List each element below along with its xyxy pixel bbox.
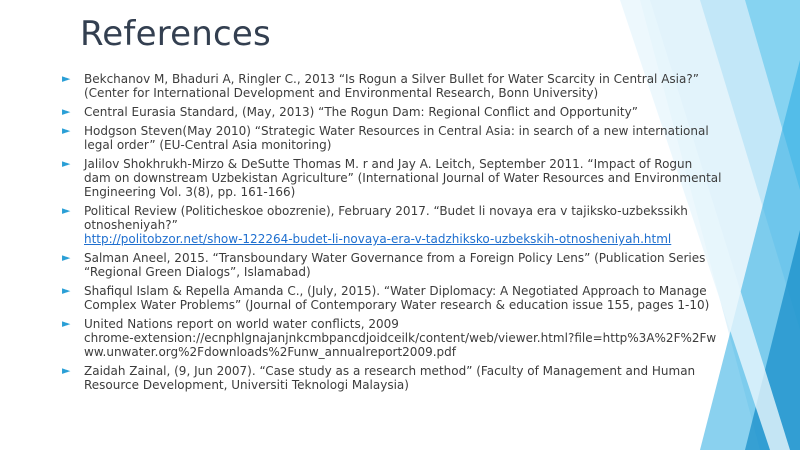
arrow-bullet-icon: ► — [62, 124, 71, 137]
reference-item — [60, 251, 750, 279]
reference-item — [60, 124, 750, 152]
reference-text: United Nations report on world water conflicts, 2009 chrome-extension://ecnphlgnajanjnkcmbpancdjoidceilk/content/web/viewer.html?file=http%3A%2F%2Fw ww.unwater.org%2Fdownloads%2Funw_annualreport2009.pdf — [84, 317, 717, 359]
references-list — [60, 72, 750, 397]
arrow-bullet-icon: ► — [62, 105, 71, 118]
reference-text: Salman Aneel, 2015. “Transboundary Water Governance from a Foreign Policy Lens” (Publication Series “Regional Green Dialogs”, Islamabad) — [84, 251, 706, 279]
reference-item — [60, 284, 750, 312]
reference-item — [60, 72, 750, 100]
reference-text: Shafiqul Islam & Repella Amanda C., (July, 2015). “Water Diplomacy: A Negotiated Approach to Manage Complex Water Problems” (Journal of Contemporary Water research & education issue 155, pages 1-10) — [84, 284, 710, 312]
reference-text: Jalilov Shokhrukh-Mirzo & DeSutte Thomas M. r and Jay A. Leitch, September 2011. “Impact of Rogun dam on downstream Uzbekistan Agriculture” (International Journal of Water Resources and Environmental Engineering Vol. 3(8), pp. 161-166) — [84, 157, 722, 199]
reference-item — [60, 157, 750, 199]
arrow-bullet-icon: ► — [62, 284, 71, 297]
reference-text: Central Eurasia Standard, (May, 2013) “The Rogun Dam: Regional Conflict and Opportunity” — [84, 105, 638, 119]
arrow-bullet-icon: ► — [62, 72, 71, 85]
reference-text: Zaidah Zainal, (9, Jun 2007). “Case study as a research method” (Faculty of Management and Human Resource Development, Universiti Teknologi Malaysia) — [84, 364, 696, 392]
reference-text: Bekchanov M, Bhaduri A, Ringler C., 2013 “Is Rogun a Silver Bullet for Water Scarcity in Central Asia?” (Center for International Development and Environmental Research, Bonn University) — [84, 72, 699, 100]
reference-item — [60, 204, 750, 246]
arrow-bullet-icon: ► — [62, 251, 71, 264]
reference-link[interactable]: http://politobzor.net/show-122264-budet-li-novaya-era-v-tadzhiksko-uzbekskih-otnosheniyah.html — [84, 232, 672, 246]
page-title: References — [80, 14, 271, 54]
reference-item — [60, 105, 750, 119]
reference-item — [60, 364, 750, 392]
reference-text: Hodgson Steven(May 2010) “Strategic Water Resources in Central Asia: in search of a new international legal order” (EU-Central Asia monitoring) — [84, 124, 709, 152]
reference-item — [60, 317, 750, 359]
arrow-bullet-icon: ► — [62, 157, 71, 170]
arrow-bullet-icon: ► — [62, 364, 71, 377]
arrow-bullet-icon: ► — [62, 317, 71, 330]
reference-text: Political Review (Politicheskoe obozrenie), February 2017. “Budet li novaya era v tajiksko-uzbekssikh otnosheniyah?” — [84, 204, 688, 232]
arrow-bullet-icon: ► — [62, 204, 71, 217]
